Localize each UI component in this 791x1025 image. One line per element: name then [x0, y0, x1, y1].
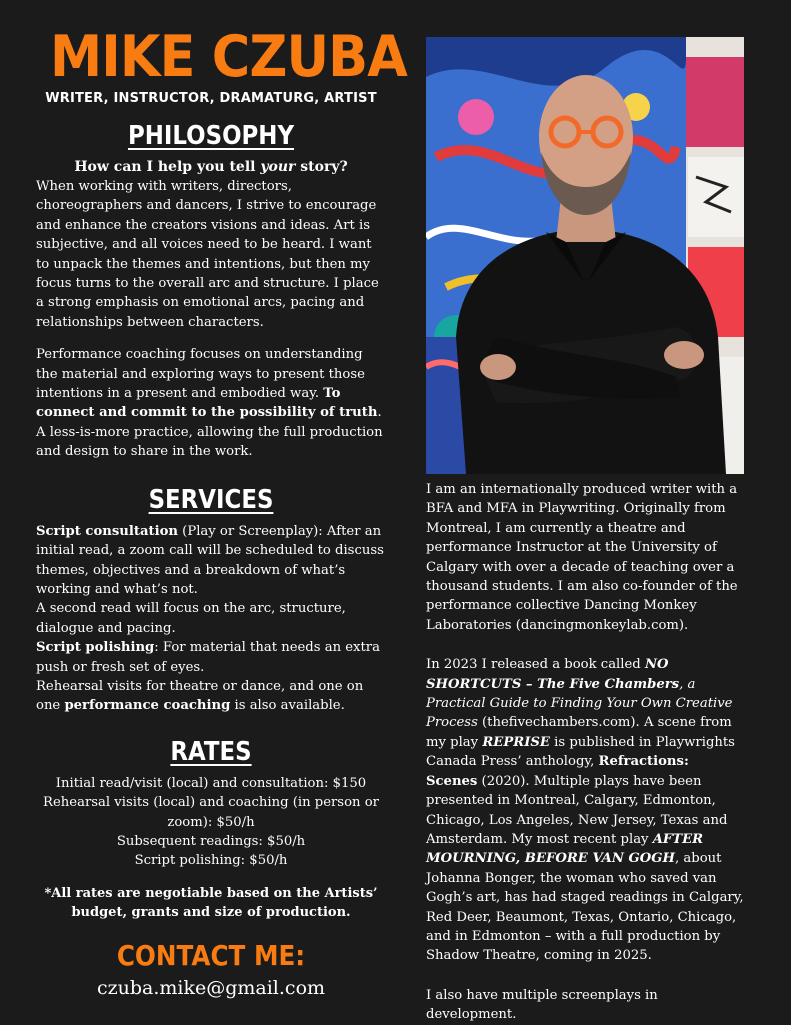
- para2-bold: To connect and commit to the possibility of truth: [36, 386, 378, 421]
- right-column: [426, 37, 744, 1025]
- rate-line: Initial read/visit (local) and consultation: $150: [55, 775, 367, 791]
- play-title-after-mourning: AFTER MOURNING, BEFORE VAN GOGH: [426, 831, 704, 867]
- anthology-title: Refractions: Scenes: [426, 754, 689, 789]
- service-script-consultation: [36, 522, 386, 600]
- service-4-text: Rehearsal visits for theatre or dance, and one on one: [36, 678, 364, 714]
- rates-note: *All rates are negotiable based on the Artists’ budget, grants and size of production.: [44, 885, 378, 921]
- para2-text-end: . A less-is-more practice, allowing the full production and design to share in the work.: [36, 405, 383, 460]
- book-subtitle: , a Practical Guide to Finding Your Own Creative Process: [426, 676, 733, 731]
- philosophy-paragraph-2: [36, 345, 386, 461]
- bio-section: [426, 480, 744, 1025]
- service-4-text-end: is also available.: [230, 698, 345, 714]
- subtitle: WRITER, INSTRUCTOR, DRAMATURG, ARTIST: [45, 91, 377, 106]
- philosophy-heading: PHILOSOPHY: [127, 121, 295, 151]
- bio-text: (2020). Multiple plays have been presented in Montreal, Calgary, Edmonton, Chicago, Los Angeles, New Jersey, Texas and Amsterdam. My most recent play: [426, 773, 728, 847]
- rates-heading: RATES: [170, 736, 252, 767]
- bio-text: is published in Playwrights Canada Press’ anthology,: [426, 734, 735, 770]
- service-3-text: : For material that needs an extra push or fresh set of eyes.: [36, 640, 380, 675]
- bio-paragraph-3: I also have multiple screenplays in development.: [426, 987, 658, 1023]
- left-column: [36, 22, 407, 999]
- tagline-text: How can I help you tell: [74, 159, 261, 175]
- contact-heading: CONTACT ME:: [116, 938, 306, 972]
- philosophy-tagline: [36, 158, 386, 177]
- tagline-text-end: story?: [295, 159, 348, 175]
- service-1-title: Script consultation: [36, 523, 178, 539]
- email-link[interactable]: czuba.mike@gmail.com: [96, 976, 326, 999]
- service-second-read: A second read will focus on the arc, structure, dialogue and pacing.: [36, 601, 346, 636]
- philosophy-paragraph-1: When working with writers, directors, choreographers and dancers, I strive to encourage and enhance the creators visions and ideas. Art is subjective, and all voices need to be heard. I want to unpack the themes and intentions, but then my focus turns to the overall arc and structure. I place a strong emphasis on emotional arcs, pacing and relationships between characters.: [36, 179, 379, 330]
- service-script-polishing: [36, 638, 386, 677]
- bio-text: (thefivechambers.com). A scene from my play: [426, 715, 732, 750]
- service-3-title: Script polishing: [36, 640, 155, 656]
- book-title: NO SHORTCUTS – The Five Chambers: [426, 657, 680, 692]
- page-title: MIKE CZUBA: [50, 24, 407, 90]
- services-heading: SERVICES: [148, 484, 274, 515]
- rates-list: [36, 774, 386, 923]
- portrait-photo: [426, 37, 744, 474]
- play-title-reprise: REPRISE: [482, 734, 550, 750]
- bio-text: In 2023 I released a book called: [426, 657, 645, 673]
- bio-paragraph-1: I am an internationally produced writer with a BFA and MFA in Playwriting. Originally from Montreal, I am currently a theatre and performance Instructor at the University of Calgary with over a decade of teaching over a thousand students. I am also co-founder of the performance collective Dancing Monkey Laboratories (dancingmonkeylab.com).: [426, 482, 738, 633]
- rate-line: Subsequent readings: $50/h: [116, 833, 306, 849]
- rate-line: Rehearsal visits (local) and coaching (in person or zoom): $50/h: [43, 795, 379, 830]
- tagline-emphasis: your: [260, 159, 296, 175]
- service-rehearsal-visits: [36, 677, 386, 716]
- bio-paragraph-2: [426, 655, 744, 966]
- bio-text: , about Johanna Bonger, the woman who saved van Gogh’s art, has had staged readings in Calgary, Red Deer, Beaumont, Texas, Ontario, Chicago, and in Edmonton – with a full production by Shadow Theatre, coming in 2025.: [426, 851, 744, 964]
- service-1-text: (Play or Screenplay): After an initial read, a zoom call will be scheduled to discuss themes, objectives and a breakdown of what’s working and what’s not.: [36, 523, 384, 597]
- para2-text: Performance coaching focuses on understanding the material and exploring ways to present those intentions in a present and embodied way.: [36, 347, 365, 402]
- portrait-illustration: [426, 37, 744, 474]
- service-4-bold: performance coaching: [64, 698, 231, 714]
- rate-line: Script polishing: $50/h: [134, 853, 288, 869]
